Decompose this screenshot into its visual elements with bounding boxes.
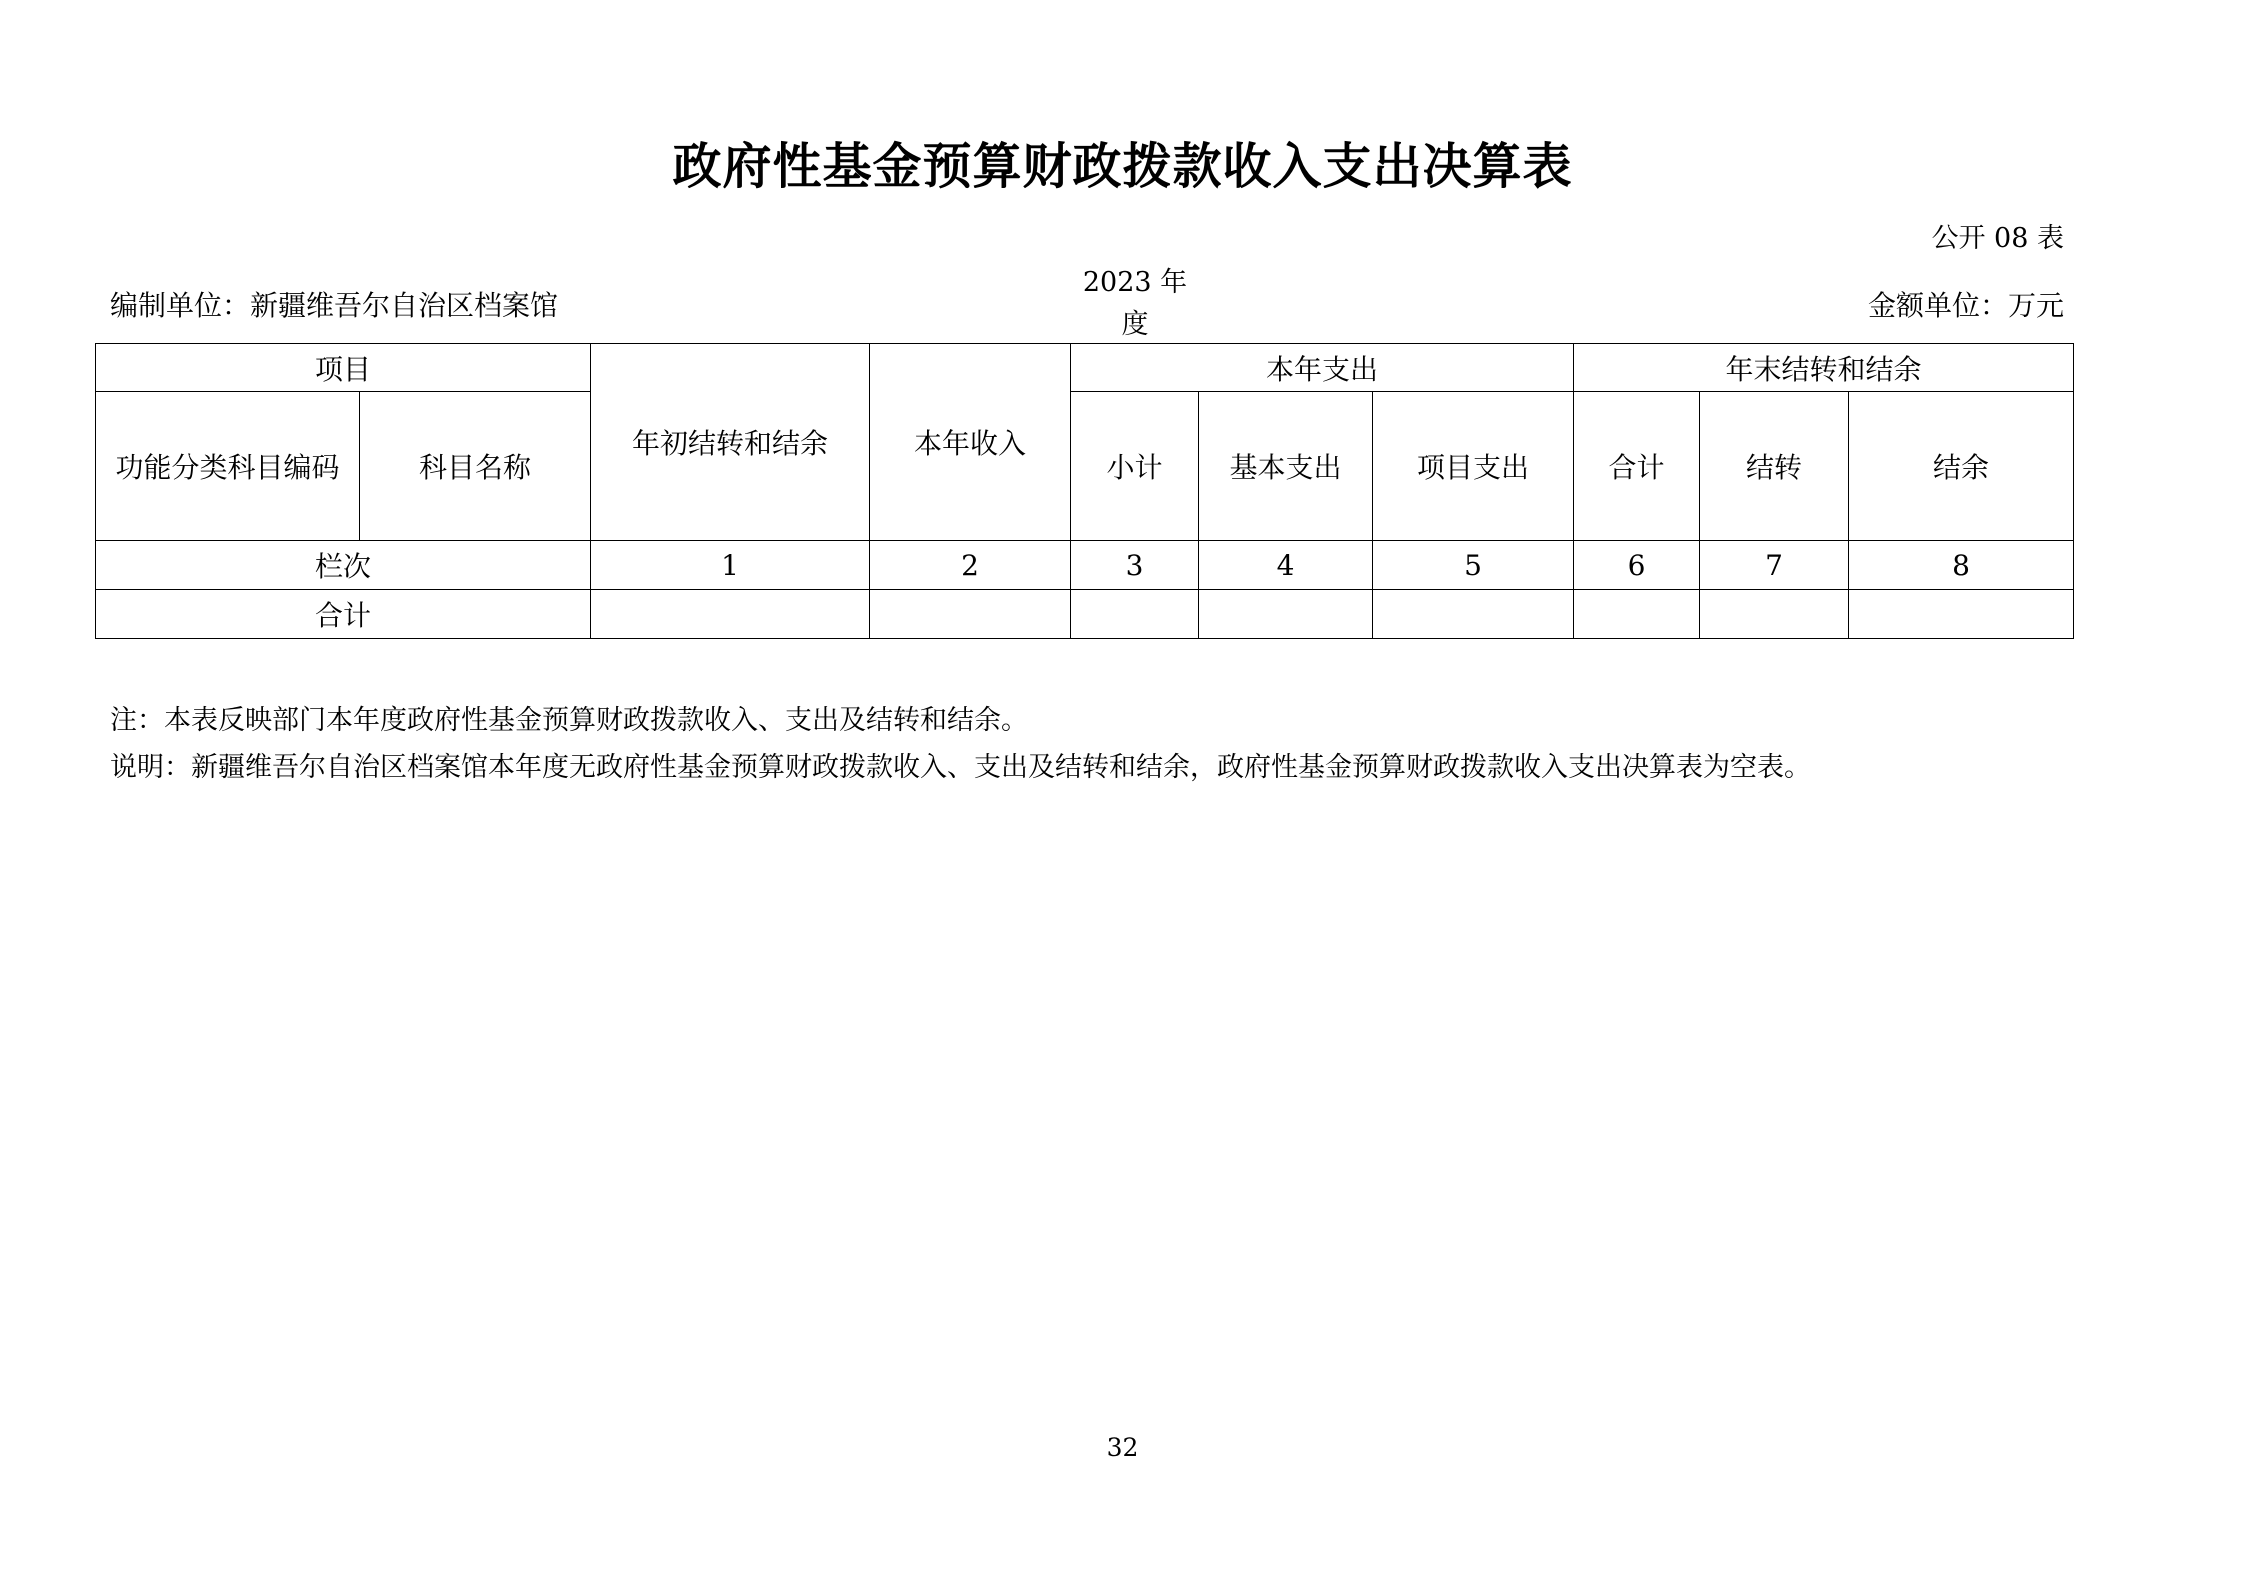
- table-note: 注：本表反映部门本年度政府性基金预算财政拨款收入、支出及结转和结余。: [110, 705, 1028, 736]
- form-number: 公开 08 表: [1931, 223, 2064, 254]
- surplus-header: 结余: [1849, 392, 2074, 541]
- header-row-1: [96, 344, 2074, 392]
- compiling-unit: 编制单位：新疆维吾尔自治区档案馆: [110, 289, 559, 322]
- carry-header: 结转: [1700, 392, 1849, 541]
- total-value-cell: [1700, 590, 1849, 639]
- subtotal-header: 小计: [1071, 392, 1199, 541]
- report-table: [95, 343, 2074, 639]
- fiscal-year-line2: 度: [1121, 309, 1149, 340]
- page-title: 政府性基金预算财政拨款收入支出决算表: [672, 138, 1573, 195]
- amount-unit: 金额单位：万元: [1867, 289, 2064, 322]
- column-number-cell: 5: [1373, 541, 1574, 590]
- total-value-cell: [1373, 590, 1574, 639]
- column-number-cell: 2: [870, 541, 1071, 590]
- basic-expense-header: 基本支出: [1199, 392, 1373, 541]
- project-expense-header: 项目支出: [1373, 392, 1574, 541]
- project-header: 项目: [96, 344, 591, 392]
- column-number-cell: 7: [1700, 541, 1849, 590]
- total-col-header: 合计: [1574, 392, 1700, 541]
- column-number-cell: 4: [1199, 541, 1373, 590]
- fiscal-year-line1: 2023 年: [1082, 267, 1188, 298]
- column-number-cell: 1: [591, 541, 870, 590]
- total-value-cell: [1071, 590, 1199, 639]
- total-value-cell: [1574, 590, 1700, 639]
- total-value-cell: [870, 590, 1071, 639]
- begin-balance-header: 年初结转和结余: [591, 344, 870, 541]
- subject-name-header: 科目名称: [360, 392, 591, 541]
- total-row: [96, 590, 2074, 639]
- year-income-header: 本年收入: [870, 344, 1071, 541]
- total-row-label: 合计: [96, 590, 591, 639]
- year-expense-header: 本年支出: [1071, 344, 1574, 392]
- total-value-cell: [1199, 590, 1373, 639]
- func-code-header: 功能分类科目编码: [96, 392, 360, 541]
- header-row-2: [96, 392, 2074, 541]
- table-explanation: 说明：新疆维吾尔自治区档案馆本年度无政府性基金预算财政拨款收入、支出及结转和结余，政府性基金预算财政拨款收入支出决算表为空表。: [110, 752, 1811, 783]
- total-value-cell: [1849, 590, 2074, 639]
- fiscal-year: [1080, 262, 1190, 346]
- column-number-row: [96, 541, 2074, 590]
- column-number-label: 栏次: [96, 541, 591, 590]
- end-balance-header: 年末结转和结余: [1574, 344, 2074, 392]
- page-number: 32: [1106, 1433, 1139, 1462]
- total-value-cell: [591, 590, 870, 639]
- column-number-cell: 8: [1849, 541, 2074, 590]
- column-number-cell: 6: [1574, 541, 1700, 590]
- column-number-cell: 3: [1071, 541, 1199, 590]
